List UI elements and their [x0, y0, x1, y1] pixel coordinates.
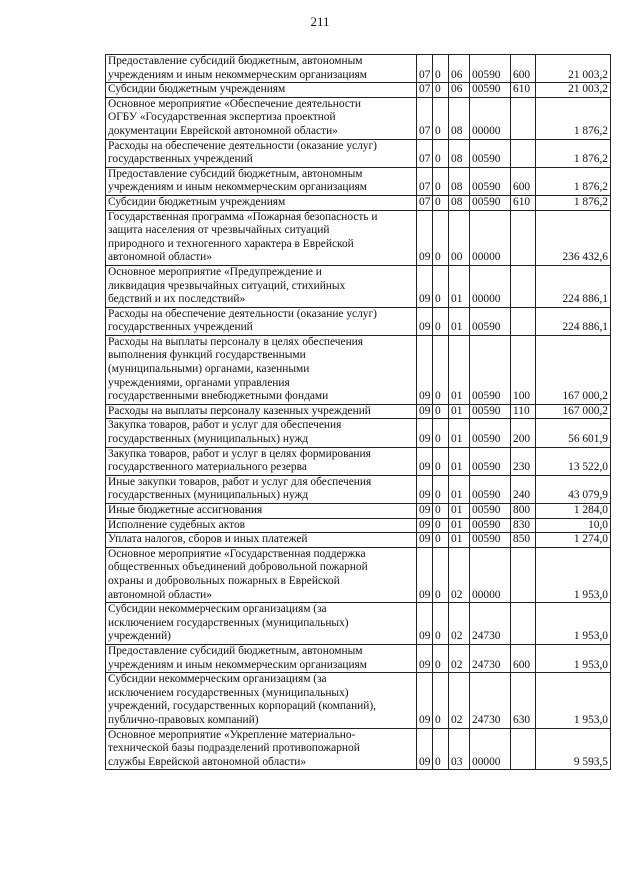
row-amount: 1 876,2	[536, 97, 611, 139]
row-amount: 21 003,2	[536, 83, 611, 98]
code-direction: 00000	[470, 210, 511, 265]
row-name	[106, 167, 417, 195]
row-name-line: Закупка товаров, работ и услуг для обеспечения	[108, 419, 342, 432]
code-section: 09	[417, 673, 433, 728]
code-subprogram: 08	[449, 139, 470, 167]
row-name-line: Субсидии бюджетным учреждениям	[108, 195, 286, 208]
code-section: 09	[417, 404, 433, 419]
table-row	[106, 673, 611, 728]
code-expense-type	[511, 97, 536, 139]
code-program-type: 0	[433, 139, 449, 167]
code-direction: 00590	[470, 139, 511, 167]
code-subprogram: 01	[449, 307, 470, 335]
code-expense-type	[511, 210, 536, 265]
code-subprogram: 01	[449, 475, 470, 503]
row-name-line: учреждениями, органами управления	[108, 376, 290, 389]
code-program-type: 0	[433, 518, 449, 533]
row-amount: 1 876,2	[536, 195, 611, 210]
code-subprogram: 01	[449, 518, 470, 533]
code-direction: 00000	[470, 265, 511, 307]
code-expense-type: 850	[511, 533, 536, 548]
code-expense-type: 230	[511, 447, 536, 475]
row-amount: 43 079,9	[536, 475, 611, 503]
code-direction: 00590	[470, 533, 511, 548]
code-direction: 00590	[470, 195, 511, 210]
code-subprogram: 01	[449, 533, 470, 548]
code-program-type: 0	[433, 265, 449, 307]
row-name	[106, 419, 417, 447]
row-name-line: Уплата налогов, сборов и иных платежей	[108, 533, 308, 546]
row-amount: 1 953,0	[536, 547, 611, 602]
row-name-line: учреждений)	[108, 630, 171, 643]
code-section: 09	[417, 475, 433, 503]
code-subprogram: 01	[449, 504, 470, 519]
row-name-line: (муниципальными) органами, казенными	[108, 363, 310, 376]
code-expense-type	[511, 307, 536, 335]
row-name-line: автономной области»	[108, 588, 212, 601]
code-program-type: 0	[433, 504, 449, 519]
code-expense-type: 610	[511, 83, 536, 98]
row-name-line: защита населения от чрезвычайных ситуаций	[108, 224, 330, 237]
code-section: 09	[417, 504, 433, 519]
code-expense-type: 100	[511, 335, 536, 404]
code-direction: 00590	[470, 83, 511, 98]
code-expense-type: 600	[511, 644, 536, 672]
row-name-line: государственных учреждений	[108, 153, 253, 166]
row-name	[106, 547, 417, 602]
code-expense-type: 630	[511, 673, 536, 728]
code-subprogram: 06	[449, 55, 470, 83]
table-row	[106, 447, 611, 475]
row-name	[106, 603, 417, 645]
row-amount: 21 003,2	[536, 55, 611, 83]
code-section: 07	[417, 55, 433, 83]
code-subprogram: 02	[449, 673, 470, 728]
table-row	[106, 97, 611, 139]
code-direction: 00590	[470, 404, 511, 419]
row-name-line: Субсидии бюджетным учреждениям	[108, 83, 286, 96]
code-expense-type: 600	[511, 167, 536, 195]
code-direction: 00590	[470, 447, 511, 475]
row-name-line: Основное мероприятие «Обеспечение деятельности	[108, 97, 361, 110]
table-row	[106, 265, 611, 307]
code-subprogram: 08	[449, 97, 470, 139]
code-expense-type	[511, 265, 536, 307]
row-amount: 56 601,9	[536, 419, 611, 447]
code-subprogram: 08	[449, 167, 470, 195]
row-amount: 1 876,2	[536, 167, 611, 195]
row-amount: 224 886,1	[536, 265, 611, 307]
code-section: 09	[417, 728, 433, 770]
table-row	[106, 533, 611, 548]
table-row	[106, 475, 611, 503]
row-amount: 1 953,0	[536, 644, 611, 672]
row-name-line: Расходы на обеспечение деятельности (оказание услуг)	[108, 307, 377, 320]
row-name-line: охраны и добровольных пожарных в Еврейской	[108, 574, 340, 587]
row-name	[106, 447, 417, 475]
code-subprogram: 01	[449, 265, 470, 307]
code-section: 09	[417, 210, 433, 265]
row-amount: 1 274,0	[536, 533, 611, 548]
row-name	[106, 404, 417, 419]
row-name	[106, 673, 417, 728]
row-amount: 9 593,5	[536, 728, 611, 770]
page-number: 211	[310, 14, 330, 29]
code-program-type: 0	[433, 533, 449, 548]
row-name	[106, 475, 417, 503]
code-program-type: 0	[433, 55, 449, 83]
table-row	[106, 210, 611, 265]
row-name	[106, 504, 417, 519]
code-section: 07	[417, 83, 433, 98]
code-program-type: 0	[433, 195, 449, 210]
row-name-line: Предоставление субсидий бюджетным, автономным	[108, 167, 363, 180]
table-row	[106, 83, 611, 98]
code-subprogram: 06	[449, 83, 470, 98]
row-name-line: службы Еврейской автономной области»	[108, 755, 307, 768]
code-direction: 00590	[470, 419, 511, 447]
code-subprogram: 01	[449, 447, 470, 475]
table-row	[106, 404, 611, 419]
budget-table-body	[106, 55, 611, 770]
code-program-type: 0	[433, 644, 449, 672]
row-name-line: исключением государственных (муниципальных)	[108, 616, 349, 629]
code-expense-type	[511, 728, 536, 770]
row-name	[106, 210, 417, 265]
row-name-line: государственными внебюджетными фондами	[108, 390, 329, 403]
code-program-type: 0	[433, 603, 449, 645]
code-expense-type: 240	[511, 475, 536, 503]
row-name-line: Закупка товаров, работ и услуг в целях формирования	[108, 447, 371, 460]
row-name-line: учреждениям и иным некоммерческим организациям	[108, 181, 368, 194]
row-name	[106, 139, 417, 167]
code-expense-type: 610	[511, 195, 536, 210]
table-row	[106, 335, 611, 404]
row-name-line: природного и техногенного характера в Еврейской	[108, 237, 354, 250]
row-name-line: Расходы на выплаты персоналу в целях обеспечения	[108, 335, 364, 348]
row-name-line: Исполнение судебных актов	[108, 518, 246, 531]
row-name-line: Основное мероприятие «Государственная поддержка	[108, 547, 366, 560]
row-name	[106, 644, 417, 672]
row-amount: 224 886,1	[536, 307, 611, 335]
code-expense-type	[511, 547, 536, 602]
row-name-line: публично-правовых компаний)	[108, 713, 259, 726]
row-amount: 236 432,6	[536, 210, 611, 265]
table-row	[106, 139, 611, 167]
code-direction: 00000	[470, 97, 511, 139]
row-name	[106, 518, 417, 533]
code-direction: 00590	[470, 475, 511, 503]
row-name-line: документации Еврейской автономной области»	[108, 124, 338, 137]
table-row	[106, 603, 611, 645]
row-name-line: Субсидии некоммерческим организациям (за	[108, 673, 327, 686]
row-name-line: технической базы подразделений противопожарной	[108, 742, 360, 755]
table-row	[106, 728, 611, 770]
row-name	[106, 335, 417, 404]
code-direction: 00590	[470, 518, 511, 533]
row-name-line: государственных (муниципальных) нужд	[108, 489, 309, 502]
code-expense-type	[511, 139, 536, 167]
code-direction: 24730	[470, 603, 511, 645]
table-row	[106, 518, 611, 533]
table-row	[106, 504, 611, 519]
row-name-line: Иные бюджетные ассигнования	[108, 504, 263, 516]
row-name-line: выполнения функций государственными	[108, 349, 306, 362]
code-direction: 00000	[470, 547, 511, 602]
code-expense-type: 800	[511, 504, 536, 519]
code-section: 07	[417, 195, 433, 210]
table-row	[106, 307, 611, 335]
row-name	[106, 83, 417, 98]
row-amount: 167 000,2	[536, 404, 611, 419]
row-name	[106, 195, 417, 210]
code-expense-type: 830	[511, 518, 536, 533]
code-section: 09	[417, 419, 433, 447]
code-section: 09	[417, 265, 433, 307]
code-program-type: 0	[433, 210, 449, 265]
row-name-line: ОГБУ «Государственная экспертиза проектной	[108, 111, 336, 124]
code-subprogram: 02	[449, 644, 470, 672]
row-name-line: ликвидация чрезвычайных ситуаций, стихийных	[108, 279, 346, 292]
row-amount: 167 000,2	[536, 335, 611, 404]
code-section: 09	[417, 644, 433, 672]
code-section: 07	[417, 167, 433, 195]
code-expense-type: 200	[511, 419, 536, 447]
row-name-line: автономной области»	[108, 251, 212, 264]
row-name-line: учреждениям и иным некоммерческим организациям	[108, 658, 368, 671]
code-section: 07	[417, 139, 433, 167]
table-row	[106, 419, 611, 447]
row-name-line: Государственная программа «Пожарная безопасность и	[108, 210, 378, 223]
code-direction: 00590	[470, 167, 511, 195]
row-name-line: учреждениям и иным некоммерческим организациям	[108, 68, 368, 81]
row-name-line: учреждений, государственных корпораций (компаний),	[108, 700, 377, 713]
row-name-line: государственных (муниципальных) нужд	[108, 433, 309, 446]
code-subprogram: 08	[449, 195, 470, 210]
code-program-type: 0	[433, 167, 449, 195]
table-row	[106, 547, 611, 602]
code-subprogram: 01	[449, 419, 470, 447]
row-name-line: Предоставление субсидий бюджетным, автономным	[108, 55, 363, 67]
code-program-type: 0	[433, 728, 449, 770]
row-name-line: Расходы на обеспечение деятельности (оказание услуг)	[108, 139, 377, 152]
code-program-type: 0	[433, 83, 449, 98]
row-name	[106, 728, 417, 770]
code-subprogram: 01	[449, 335, 470, 404]
code-section: 09	[417, 307, 433, 335]
code-expense-type: 600	[511, 55, 536, 83]
row-amount: 13 522,0	[536, 447, 611, 475]
code-subprogram: 02	[449, 603, 470, 645]
row-name	[106, 265, 417, 307]
code-program-type: 0	[433, 335, 449, 404]
row-name-line: исключением государственных (муниципальных)	[108, 686, 349, 699]
row-name-line: общественных объединений добровольной пожарной	[108, 561, 368, 574]
code-direction: 24730	[470, 644, 511, 672]
code-subprogram: 03	[449, 728, 470, 770]
code-program-type: 0	[433, 404, 449, 419]
table-row	[106, 644, 611, 672]
code-direction: 00000	[470, 728, 511, 770]
code-direction: 00590	[470, 55, 511, 83]
row-name-line: Иные закупки товаров, работ и услуг для обеспечения	[108, 475, 372, 488]
code-direction: 00590	[470, 307, 511, 335]
code-program-type: 0	[433, 307, 449, 335]
row-name-line: Основное мероприятие «Предупреждение и	[108, 265, 322, 278]
code-subprogram: 01	[449, 404, 470, 419]
budget-table	[105, 54, 611, 770]
code-section: 07	[417, 97, 433, 139]
row-name-line: Субсидии некоммерческим организациям (за	[108, 603, 327, 616]
code-program-type: 0	[433, 447, 449, 475]
code-section: 09	[417, 603, 433, 645]
row-name-line: государственного материального резерва	[108, 461, 307, 474]
code-section: 09	[417, 547, 433, 602]
row-name-line: Основное мероприятие «Укрепление материально-	[108, 728, 356, 741]
row-amount: 1 953,0	[536, 603, 611, 645]
row-name	[106, 97, 417, 139]
code-section: 09	[417, 533, 433, 548]
row-name-line: бедствий и их последствий»	[108, 293, 246, 306]
code-program-type: 0	[433, 547, 449, 602]
row-name-line: государственных учреждений	[108, 321, 253, 334]
code-direction: 00590	[470, 335, 511, 404]
row-name	[106, 55, 417, 83]
code-direction: 00590	[470, 504, 511, 519]
row-amount: 10,0	[536, 518, 611, 533]
row-amount: 1 876,2	[536, 139, 611, 167]
code-program-type: 0	[433, 419, 449, 447]
table-row	[106, 195, 611, 210]
row-amount: 1 953,0	[536, 673, 611, 728]
code-expense-type	[511, 603, 536, 645]
code-expense-type: 110	[511, 404, 536, 419]
code-program-type: 0	[433, 673, 449, 728]
row-name	[106, 307, 417, 335]
code-subprogram: 02	[449, 547, 470, 602]
table-row	[106, 55, 611, 83]
code-section: 09	[417, 335, 433, 404]
row-amount: 1 284,0	[536, 504, 611, 519]
code-section: 09	[417, 447, 433, 475]
code-program-type: 0	[433, 97, 449, 139]
row-name-line: Расходы на выплаты персоналу казенных учреждений	[108, 404, 371, 417]
code-subprogram: 00	[449, 210, 470, 265]
row-name-line: Предоставление субсидий бюджетным, автономным	[108, 644, 363, 657]
table-row	[106, 167, 611, 195]
code-section: 09	[417, 518, 433, 533]
row-name	[106, 533, 417, 548]
code-program-type: 0	[433, 475, 449, 503]
code-direction: 24730	[470, 673, 511, 728]
